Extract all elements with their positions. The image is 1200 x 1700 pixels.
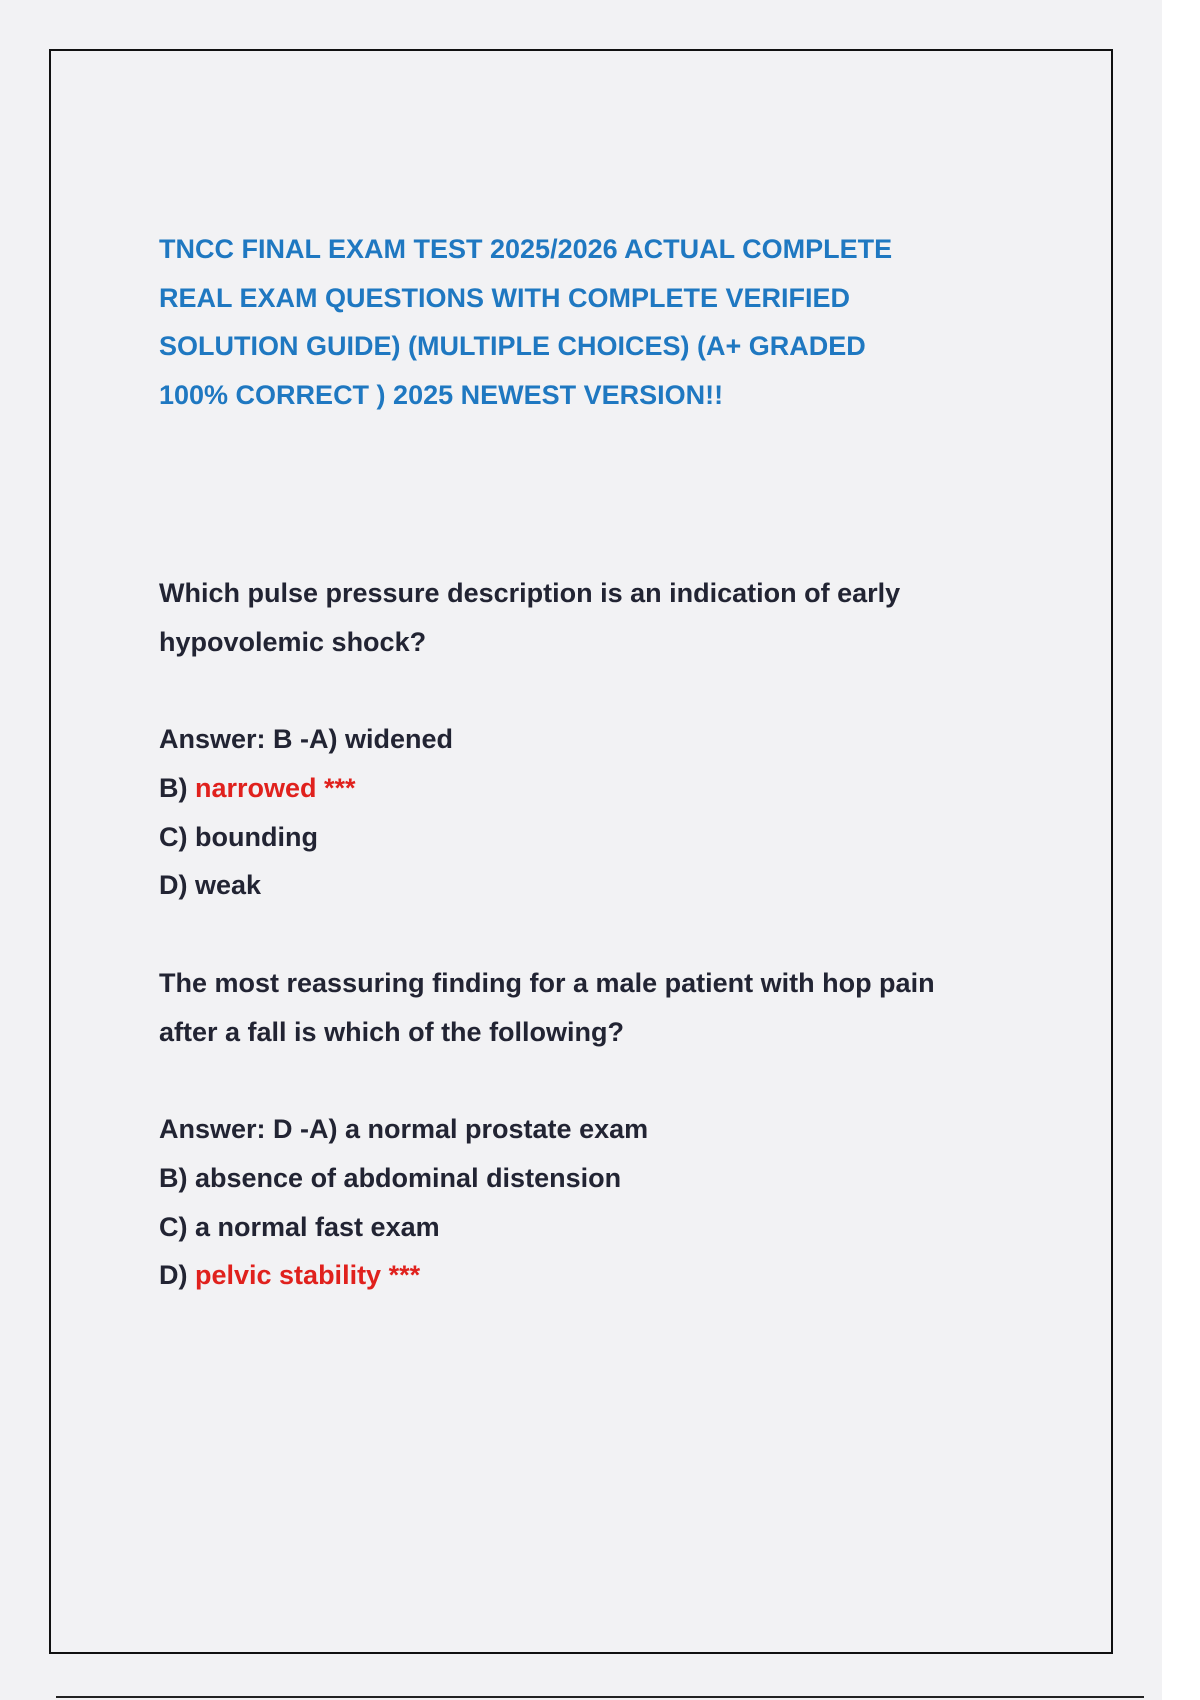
title-line: 100% CORRECT ) 2025 NEWEST VERSION!! bbox=[159, 380, 724, 411]
question-text: Which pulse pressure description is an indication of early bbox=[159, 578, 901, 608]
title-line: TNCC FINAL EXAM TEST 2025/2026 ACTUAL COMPLETE bbox=[159, 234, 893, 264]
page-divider bbox=[56, 1696, 1144, 1698]
option-c bbox=[159, 813, 1059, 862]
title-line: SOLUTION GUIDE) (MULTIPLE CHOICES) (A+ GRADED bbox=[159, 331, 866, 362]
option-text: a normal fast exam bbox=[195, 1211, 440, 1242]
option-d bbox=[159, 861, 1059, 910]
option-b bbox=[159, 1154, 1059, 1203]
question-block-2 bbox=[159, 959, 1059, 1300]
option-prefix: D) bbox=[159, 870, 195, 901]
answer-line: Answer: D -A) a normal prostate exam bbox=[159, 1114, 649, 1145]
option-text: weak bbox=[195, 870, 262, 901]
option-prefix: D) bbox=[159, 1260, 195, 1291]
title-line: REAL EXAM QUESTIONS WITH COMPLETE VERIFIED bbox=[159, 282, 851, 313]
option-c bbox=[159, 1203, 1059, 1252]
question-block-1 bbox=[159, 569, 1059, 910]
answer-line: Answer: B -A) widened bbox=[159, 724, 454, 755]
option-prefix: C) bbox=[159, 821, 195, 852]
option-prefix: C) bbox=[159, 1211, 195, 1242]
correct-option-text: narrowed *** bbox=[195, 772, 356, 803]
correct-option-text: pelvic stability *** bbox=[195, 1260, 421, 1291]
page-edge-strip bbox=[1162, 0, 1200, 1700]
option-text: bounding bbox=[195, 821, 318, 852]
option-d bbox=[159, 1251, 1059, 1300]
option-prefix: B) bbox=[159, 1162, 195, 1193]
document-title bbox=[159, 225, 979, 420]
question-text: after a fall is which of the following? bbox=[159, 1016, 625, 1047]
option-text: absence of abdominal distension bbox=[195, 1162, 622, 1193]
option-b bbox=[159, 764, 1059, 813]
option-prefix: B) bbox=[159, 772, 195, 803]
question-text: The most reassuring finding for a male patient with hop pain bbox=[159, 968, 935, 998]
question-text: hypovolemic shock? bbox=[159, 626, 427, 657]
